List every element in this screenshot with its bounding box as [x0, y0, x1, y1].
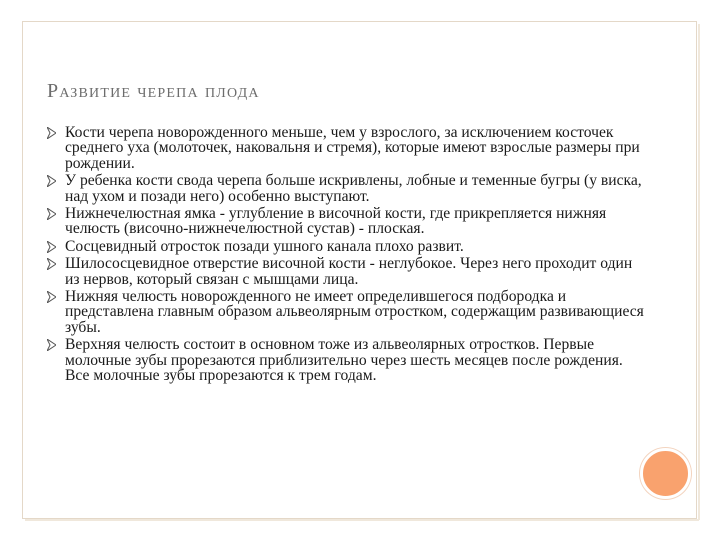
bullet-text: Сосцевидный отросток позади ушного канала плохо развит.	[65, 237, 464, 255]
bullet-item	[47, 173, 647, 204]
bullet-item	[47, 239, 647, 254]
bullet-text: Шилососцевидное отверстие височной кости - неглубокое. Через него проходит один из нервов, который связан с мышцами лица.	[65, 255, 633, 288]
frame-shadow-bottom	[25, 519, 699, 521]
bullet-item	[47, 125, 647, 171]
bullet-item	[47, 337, 647, 383]
frame-shadow-right	[698, 24, 700, 520]
arrowhead-bullet-icon	[47, 175, 56, 187]
bullet-item	[47, 256, 647, 287]
arrowhead-bullet-icon	[47, 127, 56, 139]
arrowhead-bullet-icon	[47, 241, 56, 253]
bullet-list	[47, 125, 647, 386]
decorative-orange-circle	[640, 448, 691, 499]
arrowhead-bullet-icon	[47, 291, 56, 303]
bullet-item	[47, 289, 647, 335]
bullet-text: Нижняя челюсть новорожденного не имеет определившегося подбородка и представлена главным образом альвеолярным отростком, содержащим развивающиеся зубы.	[65, 288, 644, 336]
arrowhead-bullet-icon	[47, 258, 56, 270]
bullet-text: У ребенка кости свода черепа больше искривлены, лобные и теменные бугры (у виска, над ухом и позади него) особенно выступают.	[65, 172, 642, 205]
slide-title: Развитие черепа плода	[47, 80, 260, 102]
arrowhead-bullet-icon	[47, 339, 56, 351]
bullet-text: Кости черепа новорожденного меньше, чем у взрослого, за исключением косточек среднего уха (молоточек, наковальня и стремя), которые имеют взрослые размеры при рождении.	[65, 124, 640, 172]
arrowhead-bullet-icon	[47, 208, 56, 220]
bullet-item	[47, 206, 647, 237]
bullet-text: Верхняя челюсть состоит в основном тоже из альвеолярных отростков. Первые молочные зубы прорезаются приблизительно через шесть месяцев после рождения. Все молочные зубы прорезаются к трем годам.	[65, 336, 623, 385]
bullet-text: Нижнечелюстная ямка - углубление в височной кости, где прикрепляется нижняя челюсть (височно-нижнечелюстной сустав) - плоская.	[65, 205, 607, 238]
